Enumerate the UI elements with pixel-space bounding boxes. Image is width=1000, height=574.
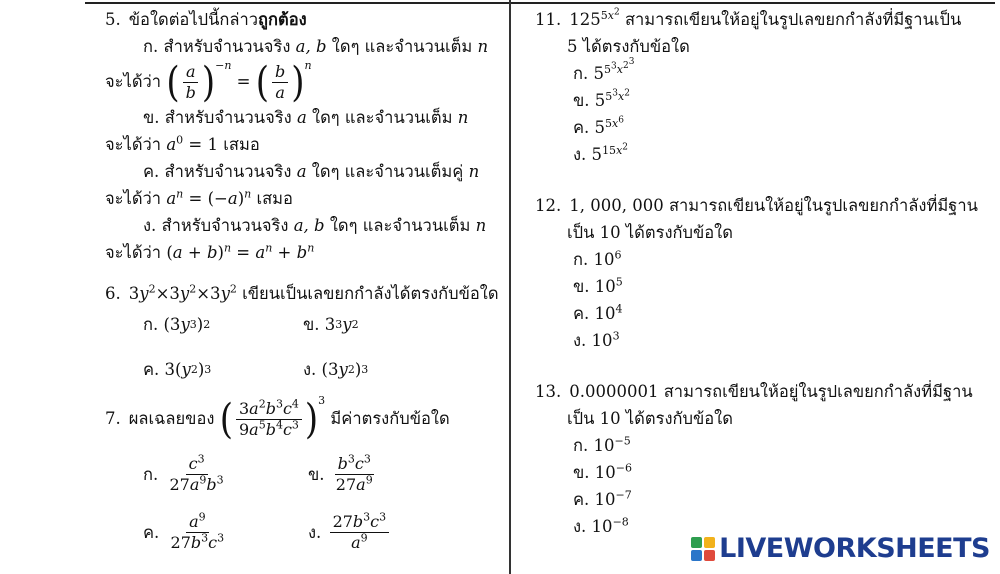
q12-option-a[interactable]: ก. $10^6$ (573, 248, 622, 269)
question-7-stem: 7. ผลเฉลยของ ( $\frac{3a^2b^3c^4}{9a^5b^4c^3}$ )$^3$ มีค่าตรงกับข้อใด (105, 394, 450, 444)
question-12-stem: 12. 1, 000, 000 สามารถเขียนให้อยู่ในรูปเลขยกกำลังที่มีฐาน (535, 196, 978, 215)
q13-option-c[interactable]: ค. $10^{-7}$ (573, 488, 632, 509)
liveworksheets-logo[interactable] (691, 533, 990, 564)
top-rule (85, 2, 995, 4)
question-11 (535, 6, 995, 168)
q5-option-c[interactable]: ค. สำหรับจำนวนจริง a ใดๆ และจำนวนเต็มคู่ n (143, 162, 480, 181)
q5-option-d[interactable]: ง. สำหรับจำนวนจริง a, b ใดๆ และจำนวนเต็ม n (143, 216, 487, 235)
q6-option-b[interactable]: ข. 3 3 y 2 (303, 315, 359, 334)
q5-option-a-formula: จะได้ว่า ( $\frac{a}{b}$ )$^{-n}$ = ( $\frac{b}{a}$ )$^n$ (105, 58, 312, 107)
q13-option-a[interactable]: ก. $10^{-5}$ (573, 434, 631, 455)
question-5 (105, 6, 505, 266)
q13-option-b[interactable]: ข. $10^{-6}$ (573, 461, 632, 482)
logo-mark-icon (691, 537, 715, 561)
q12-option-d[interactable]: ง. $10^3$ (573, 329, 620, 350)
question-12-stem-cont: เป็น 10 ได้ตรงกับข้อใด (567, 223, 733, 242)
question-5-stem: 5. ข้อใดต่อไปนี้กล่าวถูกต้อง (105, 10, 307, 29)
logo-text: LIVEWORKSHEETS (719, 533, 990, 564)
question-6-stem: 6. $3y^2\times 3y^2\times 3y^2$ เขียนเป็นเลขยกกำลังได้ตรงกับข้อใด (105, 282, 499, 303)
q5-option-b-formula: จะได้ว่า $a^0 = 1$ เสมอ (105, 133, 260, 154)
question-13-stem-cont: เป็น 10 ได้ตรงกับข้อใด (567, 409, 733, 428)
q7-option-d[interactable]: ง. $\frac{27b^3c^3}{a^9}$ (308, 512, 392, 553)
question-13 (535, 378, 995, 540)
right-column (535, 6, 995, 540)
q11-option-a[interactable]: ก. $5^{5^3x^{2^3}}$ (573, 56, 635, 83)
question-7 (105, 393, 505, 561)
question-12 (535, 192, 995, 354)
q6-option-a[interactable]: ก. (3 y 3 ) 2 (143, 315, 211, 334)
q12-option-c[interactable]: ค. $10^4$ (573, 302, 623, 323)
column-divider (509, 0, 511, 574)
q6-option-c[interactable]: ค. 3( y 2 ) 3 (143, 360, 212, 379)
q5-option-d-formula: จะได้ว่า $(a + b)^n = a^n + b^n$ (105, 241, 315, 262)
q13-option-d[interactable]: ง. $10^{-8}$ (573, 515, 629, 536)
q7-option-b[interactable]: ข. $\frac{b^3c^3}{27a^9}$ (308, 452, 373, 494)
q5-option-a[interactable]: ก. สำหรับจำนวนจริง a, b ใดๆ และจำนวนเต็ม n (143, 37, 489, 56)
q12-option-b[interactable]: ข. $10^5$ (573, 275, 623, 296)
q6-options-row-1 (105, 311, 505, 338)
q5-option-b[interactable]: ข. สำหรับจำนวนจริง a ใดๆ และจำนวนเต็ม n (143, 108, 469, 127)
question-13-stem: 13. 0.0000001 สามารถเขียนให้อยู่ในรูปเลขยกกำลังที่มีฐาน (535, 382, 973, 401)
q11-option-d[interactable]: ง. $5^{15x^2}$ (573, 141, 629, 164)
q6-options-row-2 (105, 356, 505, 383)
question-11-stem: 11. $125^{5x^2}$ สามารถเขียนให้อยู่ในรูปเลขยกกำลังที่มีฐานเป็น (535, 6, 962, 29)
question-11-stem-cont: 5 ได้ตรงกับข้อใด (567, 37, 690, 56)
q7-option-a[interactable]: ก. $\frac{c^3}{27a^9b^3}$ (143, 452, 224, 494)
q7-option-c[interactable]: ค. $\frac{a^9}{27b^3c^3}$ (143, 510, 225, 552)
q7-options-row-1 (105, 445, 505, 503)
question-6 (105, 280, 505, 383)
q5-option-c-formula: จะได้ว่า $a^n = (-a)^n$ เสมอ (105, 187, 293, 208)
q6-option-d[interactable]: ง. (3 y 2 ) 3 (303, 360, 369, 379)
q11-option-b[interactable]: ข. $5^{5^3x^2}$ (573, 87, 630, 110)
q7-options-row-2 (105, 503, 505, 561)
left-column (105, 6, 505, 561)
q11-option-c[interactable]: ค. $5^{5x^6}$ (573, 114, 624, 137)
